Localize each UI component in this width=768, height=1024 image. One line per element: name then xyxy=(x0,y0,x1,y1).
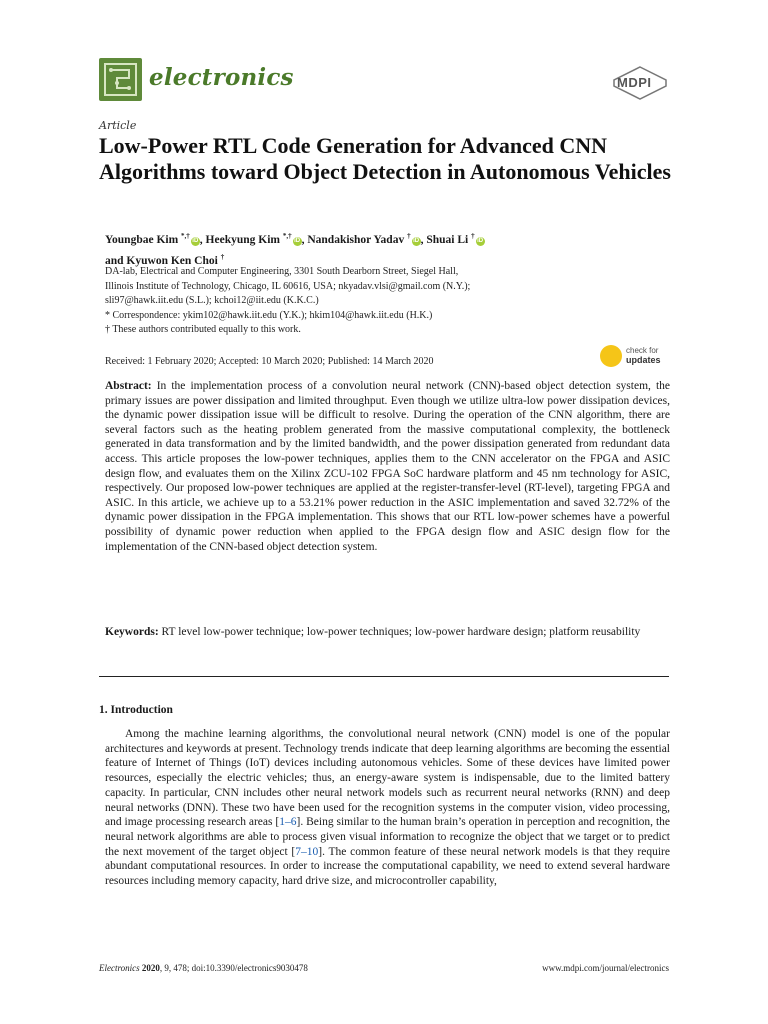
author-name: Shuai Li xyxy=(426,233,469,246)
abstract-label: Abstract: xyxy=(105,380,152,392)
section-heading: 1. Introduction xyxy=(99,704,173,716)
abstract-text: In the implementation process of a convolution neural network (CNN)-based object detection system, the primary issues are power dissipation and limited throughput. Even though we utilize ultra-low power dissipation devices, the dynamic power dissipation issue will be difficult to resolve. During the operation of the CNN algorithm, there are several factors such as the heating problem generated from the massive computational complexity, the bottleneck generated in data transformation and by the limited bandwidth, and the power dissipation generated from redundant data access. This article proposes the low-power techniques, applies them to the CNN accelerator on the FPGA and ASIC design flow, and evaluates them on the Xilinx ZCU-102 FPGA SoC hardware platform and 45 nm technology for ASIC, respectively. Our proposed low-power techniques are applied at the register-transfer-level (RT-level), targeting FPGA and ASIC. In this article, we achieve up to a 53.21% power reduction in the ASIC implementation and saved 32.72% of the dynamic power dissipation in the FPGA implementation. This shows that our RTL low-power schemes have a powerful possibility of dynamic power reduction when applied to the FPGA design flow and ASIC design flow for the implementation of the CNN-based object detection system. xyxy=(105,380,671,553)
author-marks: † xyxy=(471,232,475,240)
journal-name: electronics xyxy=(149,64,294,91)
orcid-icon[interactable]: iD xyxy=(413,237,420,244)
body-text-segment: Among the machine learning algorithms, the convolutional neural network (CNN) model is one of the popular architectures and keywords at present. Technology trends indicate that deep learning algorithms are becoming the essential feature of Internet of Things (IoT) devices including autonomous vehicles. Some of these devices have limited power resources, especially the electric vehicles; thus, an energy-aware system is indispensable, due to the limited battery capacity. In particular, CNN includes other neural network models such as recurrent neural networks (RNN) and deep neural networks (DNN). These two have been used for the recognition systems in the computer vision, video processing, and image processing research areas [ xyxy=(105,728,670,829)
keywords-text: RT level low-power technique; low-power techniques; low-power hardware design; platform reusability xyxy=(161,626,641,638)
orcid-icon[interactable]: iD xyxy=(477,237,484,244)
footer-journal: Electronics xyxy=(99,963,140,973)
keywords-label: Keywords: xyxy=(105,626,159,638)
author-list: Youngbae Kim *,†iD , Heekyung Kim *,†iD , Nandakishor Yadav †iD , Shuai Li †iD and Kyuwon Ken Choi † xyxy=(105,232,484,267)
footer-year: 2020 xyxy=(141,963,160,973)
footer-volume-doi: , 9, 478; doi:10.3390/electronics9030478 xyxy=(159,963,308,973)
check-for-updates-button[interactable] xyxy=(600,343,675,369)
author-name: Youngbae Kim xyxy=(105,233,179,246)
correspondence-line: * Correspondence: ykim102@hawk.iit.edu (Y.K.); hkim104@hawk.iit.edu (H.K.) xyxy=(105,309,433,321)
introduction-paragraph xyxy=(105,727,670,889)
footer-citation xyxy=(99,963,308,973)
journal-logo-icon xyxy=(99,58,142,101)
affiliations xyxy=(105,265,675,338)
author-marks: *,† xyxy=(282,232,292,240)
article-type: Article xyxy=(99,119,137,132)
author-name: Kyuwon Ken Choi xyxy=(126,254,218,267)
author-marks: † xyxy=(220,252,225,261)
affiliation-line: Illinois Institute of Technology, Chicago, IL 60616, USA; nkyadav.vlsi@gmail.com (N.Y.); xyxy=(105,280,471,292)
affiliation-line: sli97@hawk.iit.edu (S.L.); kchoi12@iit.edu (K.K.C.) xyxy=(105,295,319,306)
check-updates-icon xyxy=(600,345,622,367)
check-updates-label: check for xyxy=(626,346,659,355)
equal-contribution-note: † These authors contributed equally to this work. xyxy=(105,324,301,335)
citation-link[interactable]: 1–6 xyxy=(279,816,297,829)
body-text-segment: ]. The common feature of these neural network models is that they require abundant computational resources. In order to increase the computational capability, we need to extend several hardware resources including memory capacity, hard drive size, and microcontroller capability, xyxy=(105,845,670,888)
orcid-icon[interactable]: iD xyxy=(192,237,199,244)
publisher-name: MDPI xyxy=(617,75,652,90)
orcid-icon[interactable]: iD xyxy=(294,237,301,244)
author-name: Heekyung Kim xyxy=(205,233,280,246)
footer-url[interactable]: www.mdpi.com/journal/electronics xyxy=(542,963,669,973)
abstract xyxy=(105,379,670,554)
author-name: Nandakishor Yadav xyxy=(307,233,405,246)
citation-link[interactable]: 7–10 xyxy=(295,845,319,858)
publication-dates: Received: 1 February 2020; Accepted: 10 March 2020; Published: 14 March 2020 xyxy=(105,356,434,367)
body-text-segment: ]. Being similar to the human brain’s operation in perception and recognition, the neural network algorithms are able to process given visual information to recognize the object that we target or to predict the next movement of the target object [ xyxy=(105,816,671,858)
keywords xyxy=(105,625,670,640)
affiliation-line: DA-lab, Electrical and Computer Engineering, 3301 South Dearborn Street, Siegel Hall, xyxy=(105,266,459,277)
check-updates-label-bold: updates xyxy=(626,355,661,365)
author-conjunction: and xyxy=(105,254,124,267)
section-divider xyxy=(99,676,669,677)
author-marks: *,† xyxy=(181,232,190,240)
article-title: Low-Power RTL Code Generation for Advanced CNN Algorithms toward Object Detection in Autonomous Vehicles xyxy=(99,133,671,184)
author-marks: † xyxy=(407,232,411,240)
